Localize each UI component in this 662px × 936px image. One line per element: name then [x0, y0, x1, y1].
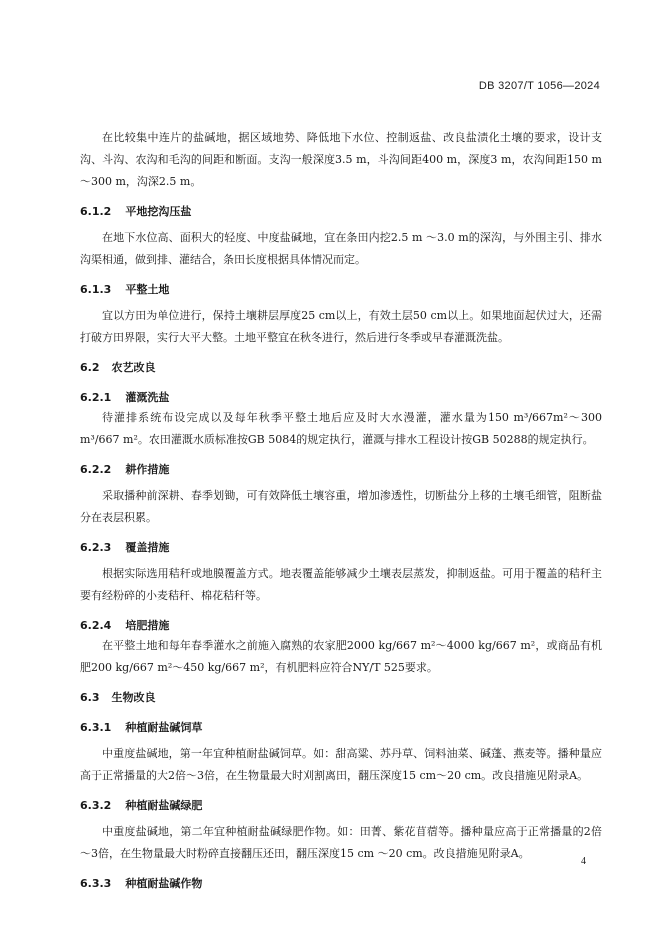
section-number: 6.2.4: [80, 619, 112, 632]
section-number: 6.2: [80, 361, 100, 374]
document-body: [80, 127, 602, 899]
section-number: 6.1.2: [80, 205, 112, 218]
section-number: 6.2.2: [80, 463, 112, 476]
section-heading-6-3-3: [80, 869, 602, 899]
section-heading-6-1-2: [80, 197, 602, 227]
section-heading-6-3-2: [80, 791, 602, 821]
paragraph: 中重度盐碱地，第二年宜种植耐盐碱绿肥作物。如：田菁、紫花苜蓿等。播种量应高于正常播量的2倍～3倍，在生物量最大时粉碎直接翻压还田，翻压深度15 cm ～20 cm。改良措施见附录A。: [80, 825, 602, 860]
section-title: 种植耐盐碱作物: [125, 877, 203, 890]
section-number: 6.3.2: [80, 799, 112, 812]
paragraph: 宜以方田为单位进行，保持土壤耕层厚度25 cm以上，有效土层50 cm以上。如果地面起伏过大，还需打破方田界限，实行大平大整。土地平整宜在秋冬进行，然后进行冬季或早春灌溉洗盐。: [80, 309, 602, 344]
section-heading-6-3-1: [80, 713, 602, 743]
section-heading-6-2-3: [80, 533, 602, 563]
section-title: 种植耐盐碱饲草: [125, 721, 203, 734]
section-number: 6.3.1: [80, 721, 112, 734]
paragraph: 在平整土地和每年春季灌水之前施入腐熟的农家肥2000 kg/667 m²～4000 kg/667 m²，或商品有机肥200 kg/667 m²～450 kg/667 m²，有机肥料应符合NY/T 525要求。: [80, 639, 602, 674]
paragraph: 根据实际选用秸秆或地膜覆盖方式。地表覆盖能够减少土壤表层蒸发，抑制返盐。可用于覆盖的秸秆主要有经粉碎的小麦秸秆、棉花秸秆等。: [80, 567, 602, 602]
section-number: 6.3: [80, 691, 100, 704]
section-heading-6-2-2: [80, 455, 602, 485]
section-number: 6.3.3: [80, 877, 112, 890]
section-number: 6.2.1: [80, 391, 112, 404]
section-title: 灌溉洗盐: [125, 391, 170, 404]
paragraph: 采取播种前深耕、春季划锄，可有效降低土壤容重，增加渗透性，切断盐分上移的土壤毛细管，阻断盐分在表层积累。: [80, 489, 602, 524]
page-number: 4: [581, 856, 586, 867]
section-heading-6-3: [80, 683, 602, 713]
section-number: 6.2.3: [80, 541, 112, 554]
document-code: DB 3207/T 1056—2024: [478, 80, 600, 92]
section-title: 培肥措施: [125, 619, 170, 632]
section-heading-6-1-3: [80, 275, 602, 305]
section-heading-6-2: [80, 353, 602, 383]
section-title: 种植耐盐碱绿肥: [125, 799, 203, 812]
section-title: 农艺改良: [111, 361, 156, 374]
section-title: 平整土地: [125, 283, 170, 296]
section-title: 平地挖沟压盐: [125, 205, 192, 218]
section-title: 耕作措施: [125, 463, 170, 476]
paragraph: 待灌排系统布设完成以及每年秋季平整土地后应及时大水漫灌，灌水量为150 m³/667m²～300 m³/667 m²。农田灌溉水质标准按GB 5084的规定执行，灌溉与排水工程设计按GB 50288的规定执行。: [80, 411, 602, 446]
paragraph: 在地下水位高、面积大的轻度、中度盐碱地，宜在条田内挖2.5 m ～3.0 m的深沟，与外围主引、排水沟渠相通，做到排、灌结合，条田长度根据具体情况而定。: [80, 231, 602, 266]
section-number: 6.1.3: [80, 283, 112, 296]
section-title: 生物改良: [111, 691, 156, 704]
paragraph: 中重度盐碱地，第一年宜种植耐盐碱饲草。如：甜高粱、苏丹草、饲料油菜、碱蓬、燕麦等。播种量应高于正常播量的大2倍～3倍，在生物量最大时刈割离田，翻压深度15 cm～20 cm。改良措施见附录A。: [80, 747, 602, 782]
paragraph: 在比较集中连片的盐碱地，据区域地势、降低地下水位、控制返盐、改良盐渍化土壤的要求，设计支沟、斗沟、农沟和毛沟的间距和断面。支沟一般深度3.5 m，斗沟间距400 m，深度3 m，农沟间距150 m～300 m，沟深2.5 m。: [80, 131, 602, 188]
section-title: 覆盖措施: [125, 541, 170, 554]
